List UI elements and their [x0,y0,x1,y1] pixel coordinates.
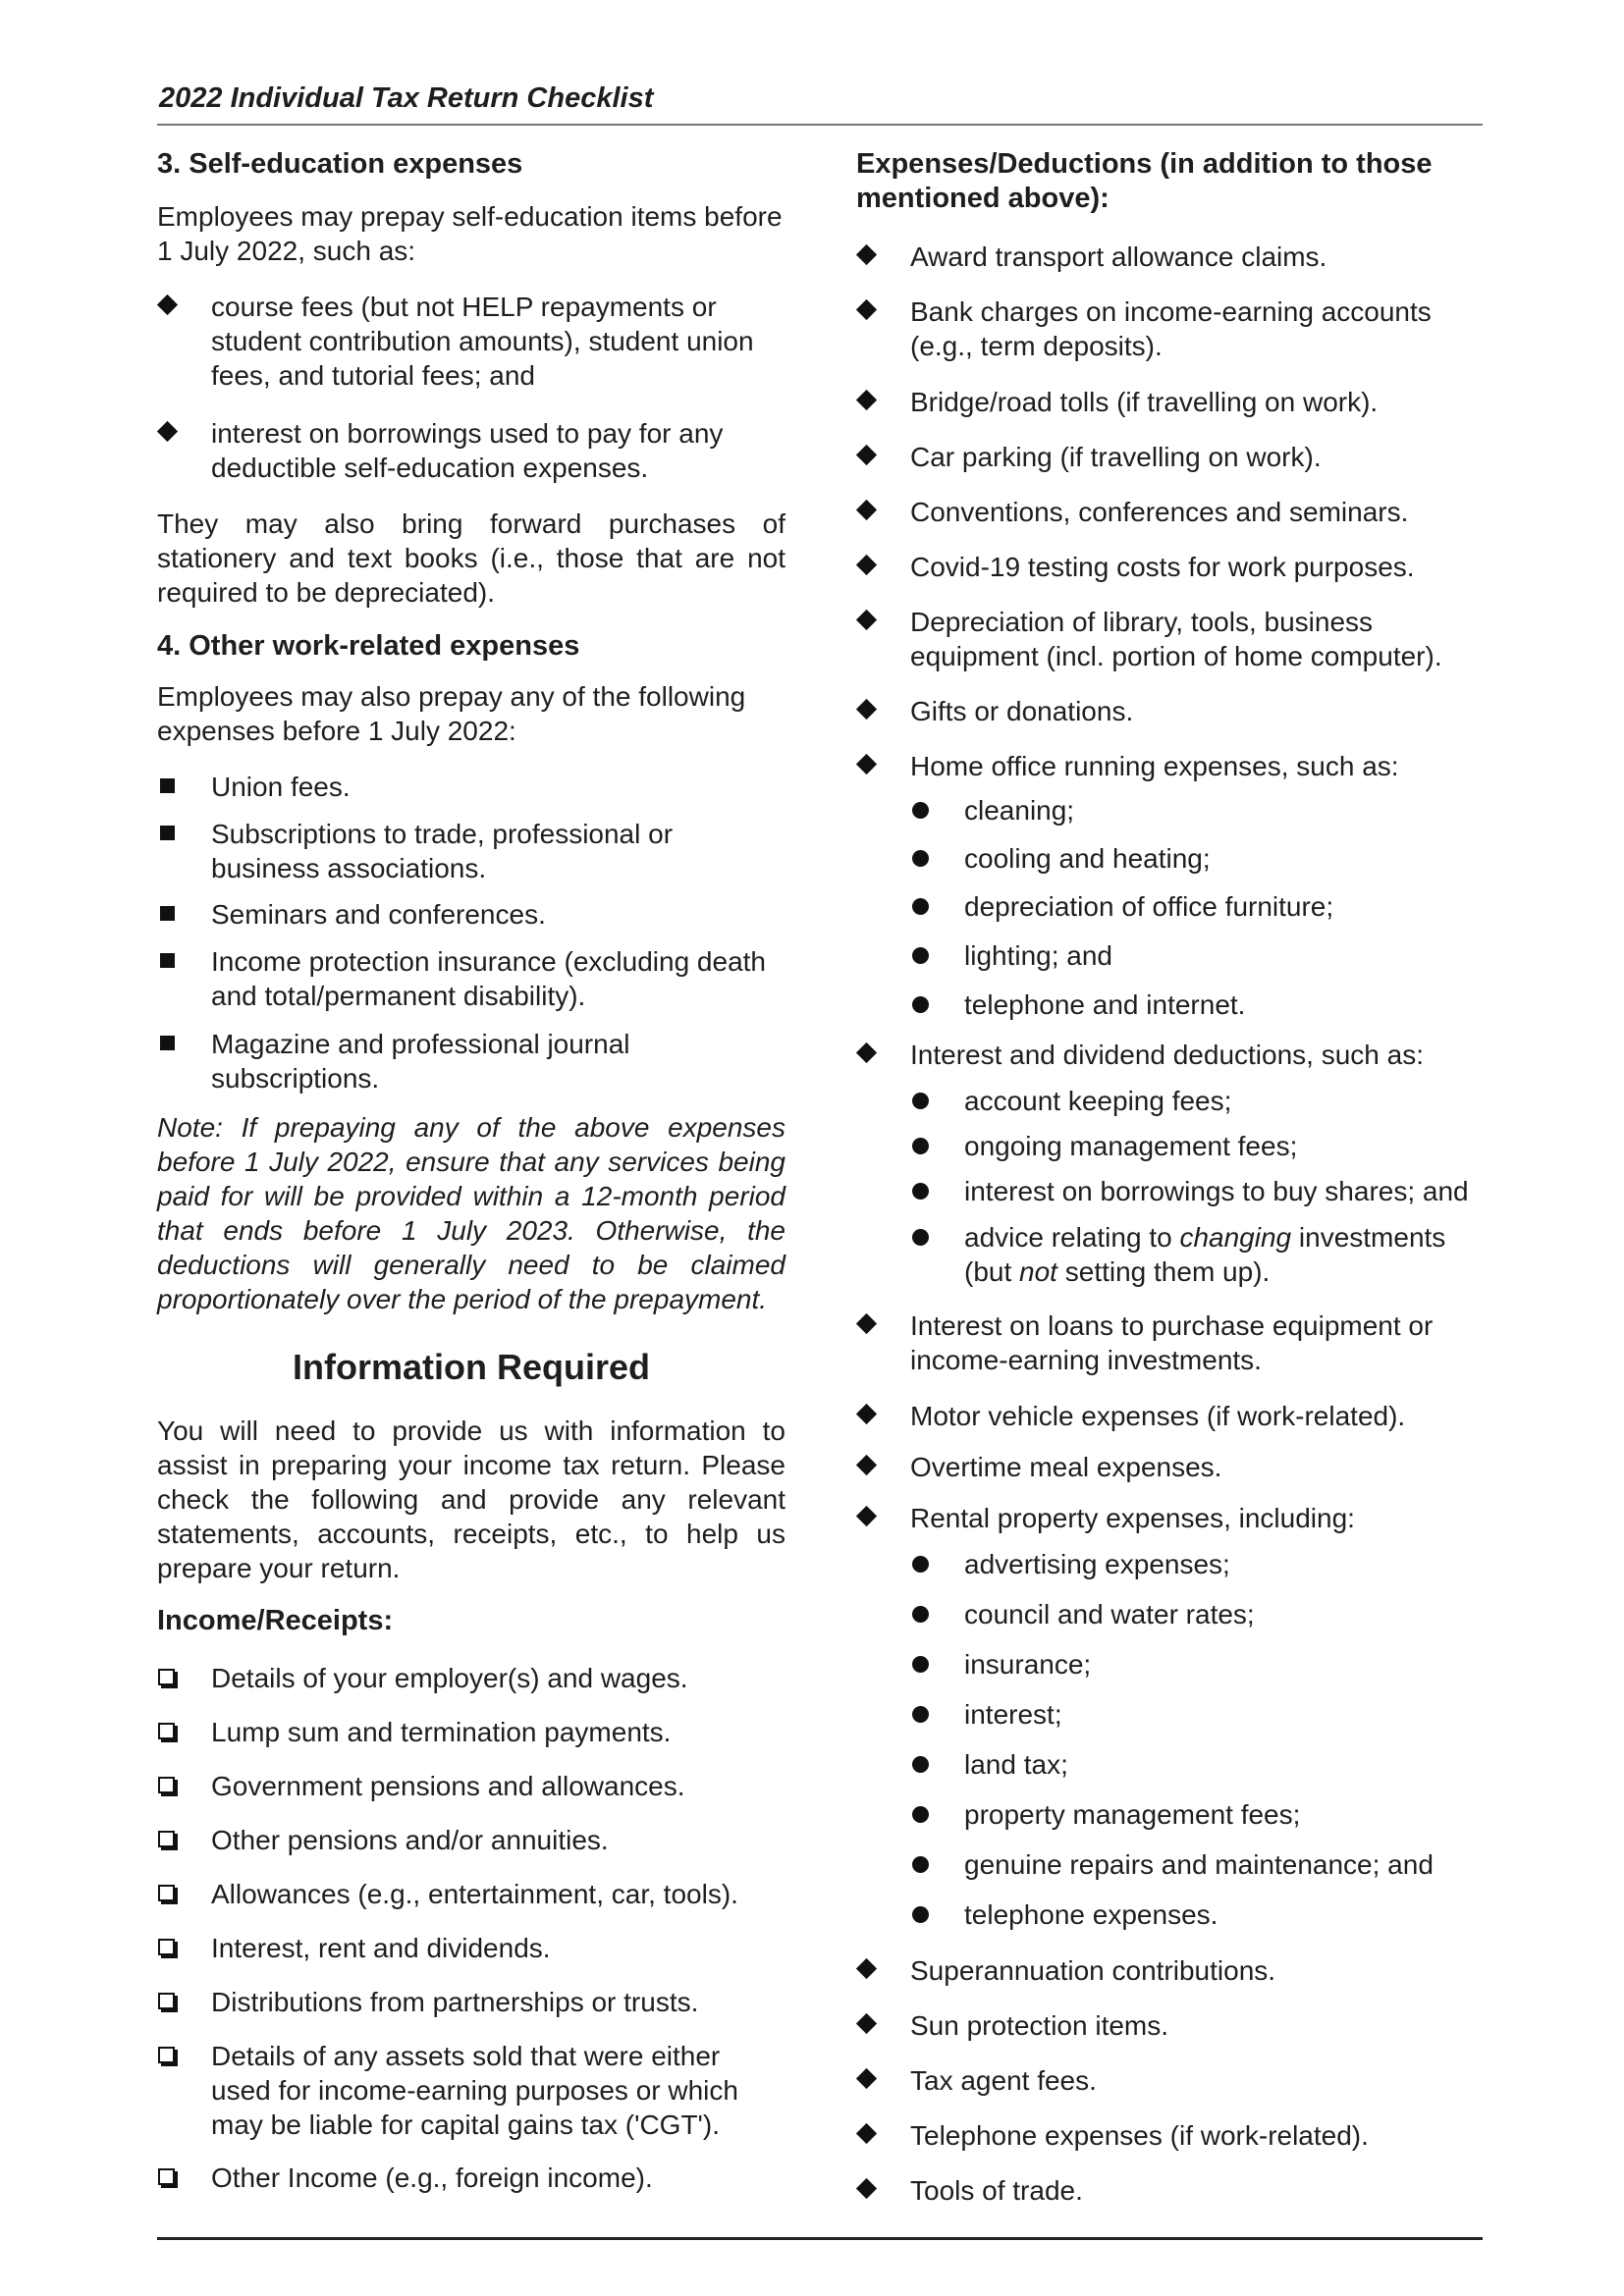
dot-bullet-icon [910,1697,936,1732]
square-bullet-icon [157,770,187,804]
sub-list-item: interest on borrowings to buy shares; and [910,1174,1485,1208]
list-item: course fees (but not HELP repayments or student contribution amounts), student union fees, and tutorial fees; and [157,290,785,393]
sub-list-item: telephone expenses. [910,1897,1485,1932]
diamond-bullet-icon [856,694,886,728]
checklist-item: Lump sum and termination payments. [157,1715,785,1749]
sub-list-item: advice relating to changing investments (but not setting them up). [910,1220,1485,1289]
sub-list-item: cleaning; [910,793,1485,828]
checkbox-icon [157,1985,187,2019]
dot-bullet-icon [910,889,936,924]
information-required-heading: Information Required [292,1347,650,1387]
diamond-bullet-icon [856,495,886,529]
income-heading: Income/Receipts: [157,1605,394,1636]
sub-list-item: lighting; and [910,938,1485,973]
page-header [157,82,1483,126]
list-item: Income protection insurance (excluding death and total/permanent disability). [157,944,785,1013]
list-item: Home office running expenses, such as: [856,749,1485,783]
diamond-bullet-icon [856,605,886,639]
section-3-outro: They may also bring forward purchases of stationery and text books (i.e., those that are not required to be depreciated). [157,508,785,608]
list-item: Telephone expenses (if work-related). [856,2118,1485,2153]
checklist-item: Other pensions and/or annuities. [157,1823,785,1857]
diamond-bullet-icon [856,2008,886,2043]
sub-list-item: council and water rates; [910,1597,1485,1631]
checkbox-icon [157,1715,187,1749]
diamond-bullet-icon [856,749,886,783]
checkbox-icon [157,1877,187,1911]
diamond-bullet-icon [856,550,886,584]
checklist-item: Interest, rent and dividends. [157,1931,785,1965]
checkbox-icon [157,2161,187,2195]
sub-list-item: depreciation of office furniture; [910,889,1485,924]
dot-bullet-icon [910,1647,936,1682]
sub-list-item: telephone and internet. [910,988,1485,1022]
list-item: Tools of trade. [856,2173,1485,2208]
checklist-item: Details of your employer(s) and wages. [157,1661,785,1695]
checklist-item: Allowances (e.g., entertainment, car, tools). [157,1877,785,1911]
list-item: Conventions, conferences and seminars. [856,495,1485,529]
diamond-bullet-icon [856,2063,886,2098]
list-item: Superannuation contributions. [856,1953,1485,1988]
dot-bullet-icon [910,1747,936,1782]
section-3-intro: Employees may prepay self-education items before 1 July 2022, such as: [157,201,783,266]
diamond-bullet-icon [157,290,187,324]
diamond-bullet-icon [856,1953,886,1988]
list-item: Seminars and conferences. [157,897,785,932]
list-item: Rental property expenses, including: [856,1501,1485,1535]
checkbox-icon [157,1823,187,1857]
dot-bullet-icon [910,841,936,876]
sub-list-item: insurance; [910,1647,1485,1682]
footer-divider [157,2237,1483,2240]
list-item: Interest and dividend deductions, such as: [856,1038,1485,1072]
dot-bullet-icon [910,1174,936,1208]
expenses-heading: Expenses/Deductions (in addition to those mentioned above): [856,148,1433,214]
dot-bullet-icon [910,1220,936,1255]
list-item: Gifts or donations. [856,694,1485,728]
diamond-bullet-icon [856,294,886,329]
list-item: Overtime meal expenses. [856,1450,1485,1484]
checklist-item: Distributions from partnerships or trusts. [157,1985,785,2019]
list-item: Magazine and professional journal subscriptions. [157,1027,785,1095]
diamond-bullet-icon [856,2118,886,2153]
checkbox-icon [157,2039,187,2073]
list-item: interest on borrowings used to pay for any deductible self-education expenses. [157,416,785,485]
sub-list-item: property management fees; [910,1797,1485,1832]
document-title: 2022 Individual Tax Return Checklist [159,82,654,114]
checkbox-icon [157,1661,187,1695]
list-item: Union fees. [157,770,785,804]
dot-bullet-icon [910,938,936,973]
dot-bullet-icon [910,1847,936,1882]
diamond-bullet-icon [856,440,886,474]
square-bullet-icon [157,817,187,851]
diamond-bullet-icon [157,416,187,451]
checklist-item: Other Income (e.g., foreign income). [157,2161,785,2195]
list-item: Award transport allowance claims. [856,240,1485,274]
diamond-bullet-icon [856,1399,886,1433]
square-bullet-icon [157,944,187,979]
checklist-item: Government pensions and allowances. [157,1769,785,1803]
list-item: Car parking (if travelling on work). [856,440,1485,474]
dot-bullet-icon [910,793,936,828]
dot-bullet-icon [910,1897,936,1932]
sub-list-item: advertising expenses; [910,1547,1485,1581]
square-bullet-icon [157,1027,187,1061]
diamond-bullet-icon [856,1450,886,1484]
dot-bullet-icon [910,1129,936,1163]
sub-list-item: cooling and heating; [910,841,1485,876]
list-item: Sun protection items. [856,2008,1485,2043]
checkbox-icon [157,1931,187,1965]
checkbox-icon [157,1769,187,1803]
sub-list-item: ongoing management fees; [910,1129,1485,1163]
dot-bullet-icon [910,1547,936,1581]
list-item: Tax agent fees. [856,2063,1485,2098]
dot-bullet-icon [910,988,936,1022]
section-4-intro: Employees may also prepay any of the following expenses before 1 July 2022: [157,681,746,746]
sub-list-item: interest; [910,1697,1485,1732]
section-4-heading: 4. Other work-related expenses [157,630,580,662]
list-item: Bank charges on income-earning accounts (e.g., term deposits). [856,294,1485,363]
dot-bullet-icon [910,1597,936,1631]
checklist-item: Details of any assets sold that were either used for income-earning purposes or which may be liable for capital gains tax ('CGT'). [157,2039,785,2142]
list-item: Depreciation of library, tools, business equipment (incl. portion of home computer). [856,605,1485,673]
list-item: Interest on loans to purchase equipment or income-earning investments. [856,1308,1485,1377]
prepayment-note: Note: If prepaying any of the above expenses before 1 July 2022, ensure that any services being paid for will be provided within a 12-month period that ends before 1 July 2023. Otherwise, the deductions will generally need to be claimed proportionately over the period of the prepayment. [157,1112,785,1314]
diamond-bullet-icon [856,1501,886,1535]
sub-list-item: genuine repairs and maintenance; and [910,1847,1485,1882]
section-3-heading: 3. Self-education expenses [157,148,523,180]
information-required-text: You will need to provide us with information to assist in preparing your income tax return. Please check the following and provide any relevant statements, accounts, receipts, etc., to help us prepare your return. [157,1415,785,1583]
diamond-bullet-icon [856,240,886,274]
list-item: Bridge/road tolls (if travelling on work). [856,385,1485,419]
list-item: Motor vehicle expenses (if work-related). [856,1399,1485,1433]
square-bullet-icon [157,897,187,932]
dot-bullet-icon [910,1797,936,1832]
list-item: Covid-19 testing costs for work purposes. [856,550,1485,584]
diamond-bullet-icon [856,385,886,419]
diamond-bullet-icon [856,1038,886,1072]
diamond-bullet-icon [856,2173,886,2208]
sub-list-item: account keeping fees; [910,1084,1485,1118]
diamond-bullet-icon [856,1308,886,1343]
list-item: Subscriptions to trade, professional or business associations. [157,817,785,885]
sub-list-item: land tax; [910,1747,1485,1782]
dot-bullet-icon [910,1084,936,1118]
